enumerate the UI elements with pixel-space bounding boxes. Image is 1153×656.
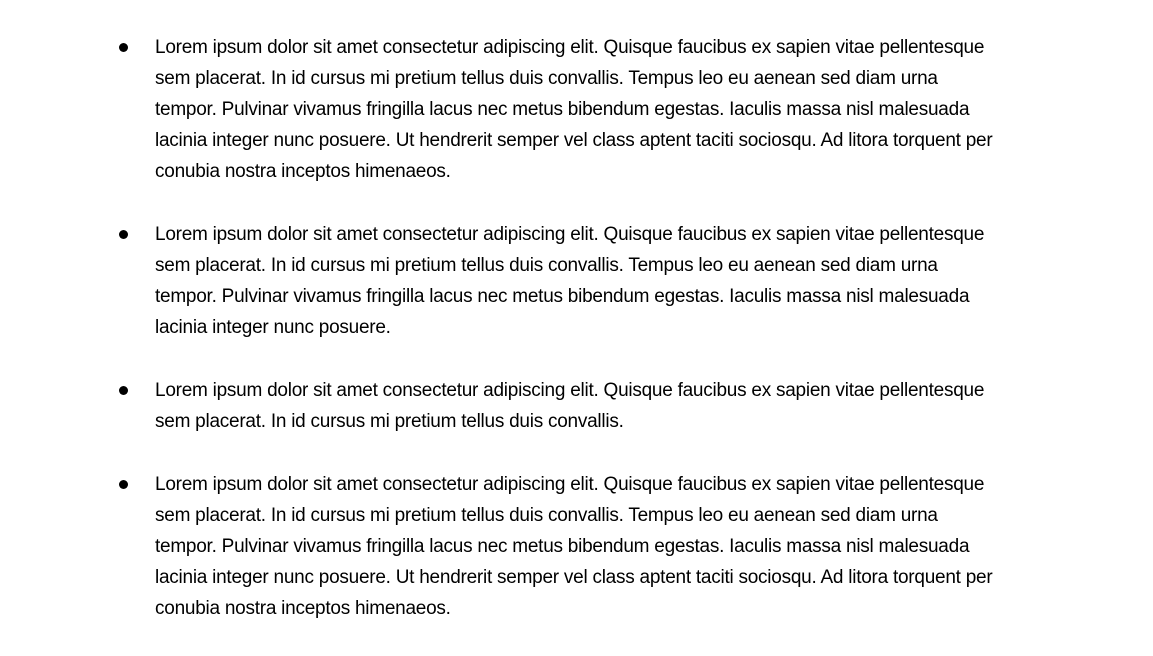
bullet-icon (119, 480, 128, 489)
list-item-text: Lorem ipsum dolor sit amet consectetur adipiscing elit. Quisque faucibus ex sapien vitae pellentesque sem placerat. In id cursus mi pretium tellus duis convallis. Tempus leo eu aenean sed diam urna tempor. Pulvinar vivamus fringilla lacus nec metus bibendum egestas. Iaculis massa nisl malesuada lacinia integer nunc posuere. Ut hendrerit semper vel class aptent taciti sociosqu. Ad litora torquent per conubia nostra inceptos himenaeos. (155, 37, 993, 182)
list-item (0, 32, 993, 187)
bullet-icon (119, 386, 128, 395)
list-item (0, 219, 993, 343)
list-item-text: Lorem ipsum dolor sit amet consectetur adipiscing elit. Quisque faucibus ex sapien vitae pellentesque sem placerat. In id cursus mi pretium tellus duis convallis. Tempus leo eu aenean sed diam urna tempor. Pulvinar vivamus fringilla lacus nec metus bibendum egestas. Iaculis massa nisl malesuada lacinia integer nunc posuere. (155, 224, 985, 338)
list-item (0, 469, 993, 624)
list-item-text: Lorem ipsum dolor sit amet consectetur adipiscing elit. Quisque faucibus ex sapien vitae pellentesque sem placerat. In id cursus mi pretium tellus duis convallis. (155, 380, 985, 432)
bullet-icon (119, 43, 128, 52)
bullet-list (0, 32, 1153, 656)
list-item (0, 375, 993, 437)
bullet-icon (119, 230, 128, 239)
list-item-text: Lorem ipsum dolor sit amet consectetur adipiscing elit. Quisque faucibus ex sapien vitae pellentesque sem placerat. In id cursus mi pretium tellus duis convallis. Tempus leo eu aenean sed diam urna tempor. Pulvinar vivamus fringilla lacus nec metus bibendum egestas. Iaculis massa nisl malesuada lacinia integer nunc posuere. Ut hendrerit semper vel class aptent taciti sociosqu. Ad litora torquent per conubia nostra inceptos himenaeos. (155, 474, 993, 619)
